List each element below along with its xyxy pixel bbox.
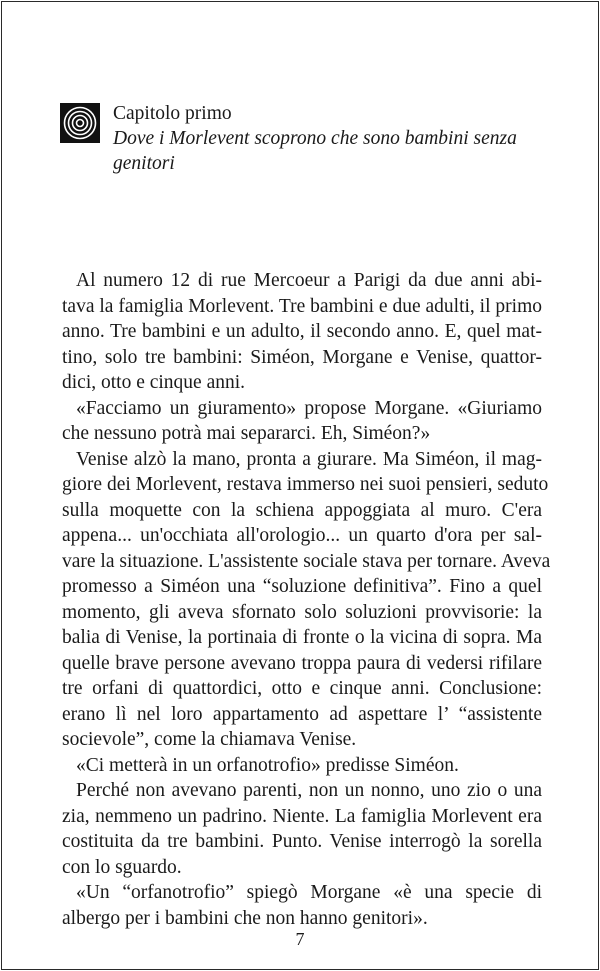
text-line: balia di Venise, la portinaia di fronte o la vicina di sopra. Ma xyxy=(62,627,542,648)
text-line: costituita da tre bambini. Punto. Venise interrogò la sorella xyxy=(62,831,542,852)
chapter-subtitle-line: Dove i Morlevent scoprono che sono bambini senza xyxy=(113,128,517,149)
text-line: vare la situazione. L'assistente sociale stava per tornare. Aveva xyxy=(62,550,551,572)
text-line: albergo per i bambini che non hanno genitori». xyxy=(62,907,428,929)
text-line: tava la famiglia Morlevent. Tre bambini e due adulti, il primo xyxy=(62,295,542,317)
text-line: «Un “orfanotrofio” spiegò Morgane «è una specie di xyxy=(76,882,542,903)
text-line: anno. Tre bambini e un adulto, il secondo anno. E, quel mat- xyxy=(62,321,542,342)
text-line: sulla moquette con la schiena appoggiata al muro. C'era xyxy=(62,499,542,521)
text-line: appena... un'occhiata all'orologio... un quarto d'ora per sal- xyxy=(62,525,542,546)
text-line: Al numero 12 di rue Mercoeur a Parigi da due anni abi- xyxy=(76,270,542,291)
chapter-label: Capitolo primo xyxy=(113,103,232,124)
text-line: Venise alzò la mano, pronta a giurare. Ma Siméon, il mag- xyxy=(76,448,542,470)
text-line: erano lì nel loro appartamento ad aspettare l’ “assistente xyxy=(62,703,542,725)
page-number: 7 xyxy=(295,929,305,949)
text-line: tre orfani di quattordici, otto e cinque anni. Conclusione: xyxy=(62,678,542,699)
text-line: socievole”, come la chiamava Venise. xyxy=(62,729,357,750)
text-line: «Facciamo un giuramento» propose Morgane. «Giuriamo xyxy=(76,397,542,419)
chapter-text xyxy=(113,101,553,176)
text-line: dici, otto e cinque anni. xyxy=(62,372,246,393)
text-line: giore dei Morlevent, restava immerso nei suoi pensieri, seduto xyxy=(62,474,549,495)
body-text xyxy=(62,268,551,931)
text-line: Perché non avevano parenti, non un nonno, uno zio o una xyxy=(76,780,542,801)
text-line: promesso a Siméon una “soluzione definitiva”. Fino a quel xyxy=(62,576,542,597)
text-line: che nessuno potrà mai separarci. Eh, Siméon?» xyxy=(62,423,431,444)
text-line: momento, gli aveva sfornato solo soluzioni provvisorie: la xyxy=(62,601,542,623)
text-line: zia, nemmeno un padrino. Niente. La famiglia Morlevent era xyxy=(62,805,542,827)
chapter-subtitle xyxy=(113,126,553,176)
text-line: quelle brave persone avevano troppa paura di vedersi rifilare xyxy=(62,652,542,674)
text-line: «Ci metterà in un orfanotrofio» predisse Siméon. xyxy=(76,754,459,776)
text-line: tino, solo tre bambini: Siméon, Morgane e Venise, quattor- xyxy=(62,346,542,368)
chapter-subtitle-line: genitori xyxy=(113,153,175,174)
text-line: con lo sguardo. xyxy=(62,856,182,878)
concentric-circles-icon xyxy=(60,103,100,143)
